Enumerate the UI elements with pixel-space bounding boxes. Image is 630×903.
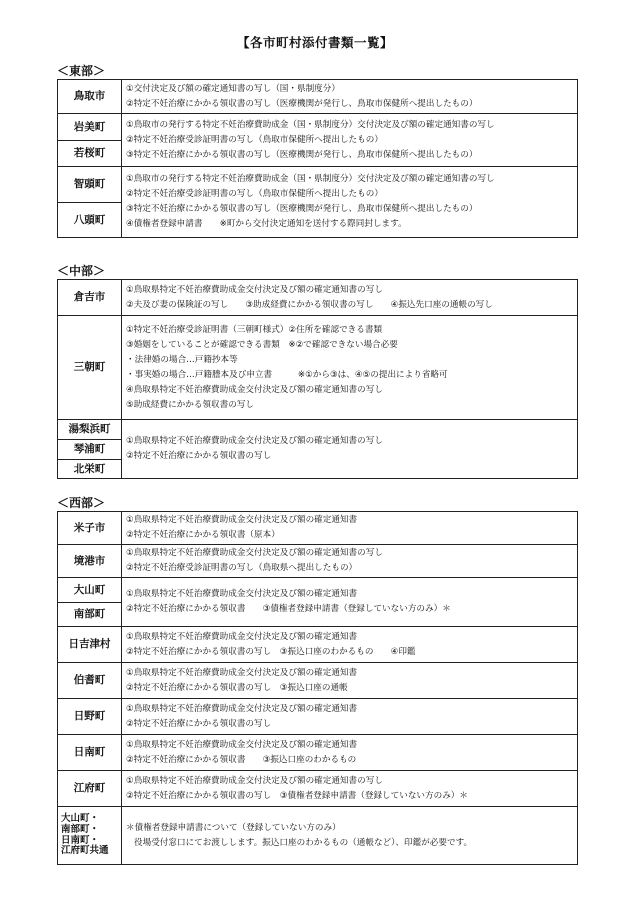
document-line: ①鳥取県特定不妊治療費助成金交付決定及び額の確定通知書 bbox=[126, 667, 358, 678]
document-line: ①鳥取市の発行する特定不妊治療費助成金（国・県制度分）交付決定及び額の確定通知書の写し bbox=[126, 174, 495, 184]
document-line: ・法律婚の場合…戸籍抄本等 bbox=[126, 354, 238, 365]
document-line: ②特定不妊治療にかかる領収書の写し ③債権者登録申請書（登録していない方のみ）＊ bbox=[126, 790, 468, 801]
table-row bbox=[58, 578, 578, 627]
municipality-name: 三朝町 bbox=[58, 316, 122, 420]
document-line: ①鳥取県特定不妊治療費助成金交付決定及び額の確定通知書 bbox=[126, 739, 358, 750]
document-line: ②特定不妊治療にかかる領収書の写し（医療機関が発行し、鳥取市保健所へ提出したもの） bbox=[126, 98, 478, 109]
region-heading-central: ＜中部＞ bbox=[57, 264, 106, 278]
document-line: ①鳥取県特定不妊治療費助成金交付決定及び額の確定通知書の写し bbox=[126, 284, 383, 295]
document-line: ①鳥取県特定不妊治療費助成金交付決定及び額の確定通知書の写し bbox=[126, 548, 383, 558]
municipality-name: 八頭町 bbox=[58, 202, 121, 237]
document-line: ①特定不妊治療受診証明書（三朝町様式）②住所を確認できる書類 bbox=[126, 324, 383, 335]
document-line: ①鳥取県特定不妊治療費助成金交付決定及び額の確定通知書 bbox=[126, 631, 358, 642]
municipality-name: 米子市 bbox=[58, 512, 122, 545]
document-line: ②特定不妊治療にかかる領収書 ③振込口座のわかるもの bbox=[126, 754, 357, 765]
table-row bbox=[58, 316, 578, 420]
table-east bbox=[57, 79, 578, 238]
document-line: ③特定不妊治療にかかる領収書の写し（医療機関が発行し、鳥取市保健所へ提出したもの） bbox=[126, 149, 478, 160]
document-line: ④債権者登録申請書 ※町から交付決定通知を送付する際同封します。 bbox=[126, 219, 407, 229]
municipality-name: 倉吉市 bbox=[58, 280, 122, 316]
document-line: ①鳥取県特定不妊治療費助成金交付決定及び額の確定通知書 bbox=[126, 515, 358, 525]
document-line: ②特定不妊治療にかかる領収書の写し bbox=[126, 718, 272, 729]
document-line: ①鳥取市の発行する特定不妊治療費助成金（国・県制度分）交付決定及び額の確定通知書の写し bbox=[126, 119, 495, 130]
document-line: ②特定不妊治療受診証明書の写し（鳥取市保健所へ提出したもの） bbox=[126, 189, 383, 199]
table-row bbox=[58, 280, 578, 316]
table-row bbox=[58, 735, 578, 771]
municipality-name: 大山町・ bbox=[61, 812, 100, 824]
table-row bbox=[58, 663, 578, 699]
table-row bbox=[58, 512, 578, 545]
table-row bbox=[58, 807, 578, 865]
note-line: 役場受付窓口にてお渡しします。振込口座のわかるもの（通帳など）、印鑑が必要です。 bbox=[134, 837, 473, 848]
table-row bbox=[58, 420, 578, 479]
municipality-name: 大山町 bbox=[73, 583, 106, 596]
document-line: ④鳥取県特定不妊治療費助成金交付決定及び額の確定通知書の写し bbox=[126, 384, 383, 395]
document-line: ③婚姻をしていることが確認できる書類 ※②で確認できない場合必要 bbox=[126, 339, 398, 350]
municipality-name: 伯耆町 bbox=[58, 663, 122, 699]
document-line: ①交付決定及び額の確定通知書の写し（国・県制度分） bbox=[126, 83, 340, 94]
municipality-name: 日南町・ bbox=[61, 834, 100, 846]
document-line: ②特定不妊治療受診証明書の写し（鳥取市保健所へ提出したもの） bbox=[126, 134, 383, 145]
municipality-name: 鳥取市 bbox=[58, 80, 122, 114]
municipality-name: 日南町 bbox=[58, 735, 122, 771]
document-line: ②特定不妊治療にかかる領収書の写し bbox=[126, 451, 272, 461]
municipality-name: 境港市 bbox=[58, 545, 122, 578]
municipality-name: 江府町 bbox=[58, 771, 122, 807]
municipality-name: 湯梨浜町 bbox=[68, 423, 111, 436]
municipality-name: 南部町 bbox=[58, 602, 121, 626]
document-line: ②特定不妊治療受診証明書の写し（鳥取県へ提出したもの） bbox=[126, 563, 358, 573]
note-line: ＊債権者登録申請書について（登録していない方のみ） bbox=[126, 822, 341, 833]
document-line: ①鳥取県特定不妊治療費助成金交付決定及び額の確定通知書の写し bbox=[126, 775, 383, 786]
municipality-name: 北栄町 bbox=[58, 459, 121, 478]
table-row bbox=[58, 699, 578, 735]
municipality-name: 日野町 bbox=[58, 699, 122, 735]
municipality-name: 江府町共通 bbox=[61, 845, 109, 857]
document-line: ⑤助成経費にかかる領収書の写し bbox=[126, 399, 255, 410]
document-line: ・事実婚の場合…戸籍謄本及び申立書 ※①から③は、④⑤の提出により省略可 bbox=[126, 369, 448, 380]
municipality-name: 日吉津村 bbox=[58, 627, 122, 663]
document-line: ①鳥取県特定不妊治療費助成金交付決定及び額の確定通知書の写し bbox=[126, 436, 383, 446]
region-heading-east: ＜東部＞ bbox=[57, 64, 106, 78]
municipality-name: 岩美町 bbox=[73, 120, 106, 133]
document-line: ②特定不妊治療にかかる領収書（原本） bbox=[126, 530, 280, 540]
region-heading-west: ＜西部＞ bbox=[57, 496, 106, 510]
table-row bbox=[58, 627, 578, 663]
table-row bbox=[58, 771, 578, 807]
table-row bbox=[58, 114, 578, 167]
municipality-name: 琴浦町 bbox=[58, 439, 121, 459]
table-west bbox=[57, 511, 578, 865]
document-line: ②特定不妊治療にかかる領収書の写し ③振込口座のわかるもの ④印鑑 bbox=[126, 646, 416, 657]
document-line: ①鳥取県特定不妊治療費助成金交付決定及び額の確定通知書 bbox=[126, 589, 358, 599]
table-row bbox=[58, 545, 578, 578]
municipality-name: 南部町・ bbox=[61, 823, 100, 835]
table-row bbox=[58, 80, 578, 114]
document-line: ②特定不妊治療にかかる領収書の写し ③振込口座の通帳 bbox=[126, 682, 348, 693]
document-line: ①鳥取県特定不妊治療費助成金交付決定及び額の確定通知書 bbox=[126, 703, 358, 714]
table-row bbox=[58, 167, 578, 238]
page-title: 【各市町村添付書類一覧】 bbox=[236, 35, 393, 50]
municipality-name: 智頭町 bbox=[73, 178, 106, 191]
document-line: ②特定不妊治療にかかる領収書 ③債権者登録申請書（登録していない方のみ）＊ bbox=[126, 604, 451, 614]
municipality-name: 若桜町 bbox=[58, 140, 121, 166]
table-central bbox=[57, 279, 578, 479]
document-line: ③特定不妊治療にかかる領収書の写し（医療機関が発行し、鳥取市保健所へ提出したもの） bbox=[126, 204, 478, 214]
document-line: ②夫及び妻の保険証の写し ③助成経費にかかる領収書の写し ④振込先口座の通帳の写し bbox=[126, 299, 493, 310]
